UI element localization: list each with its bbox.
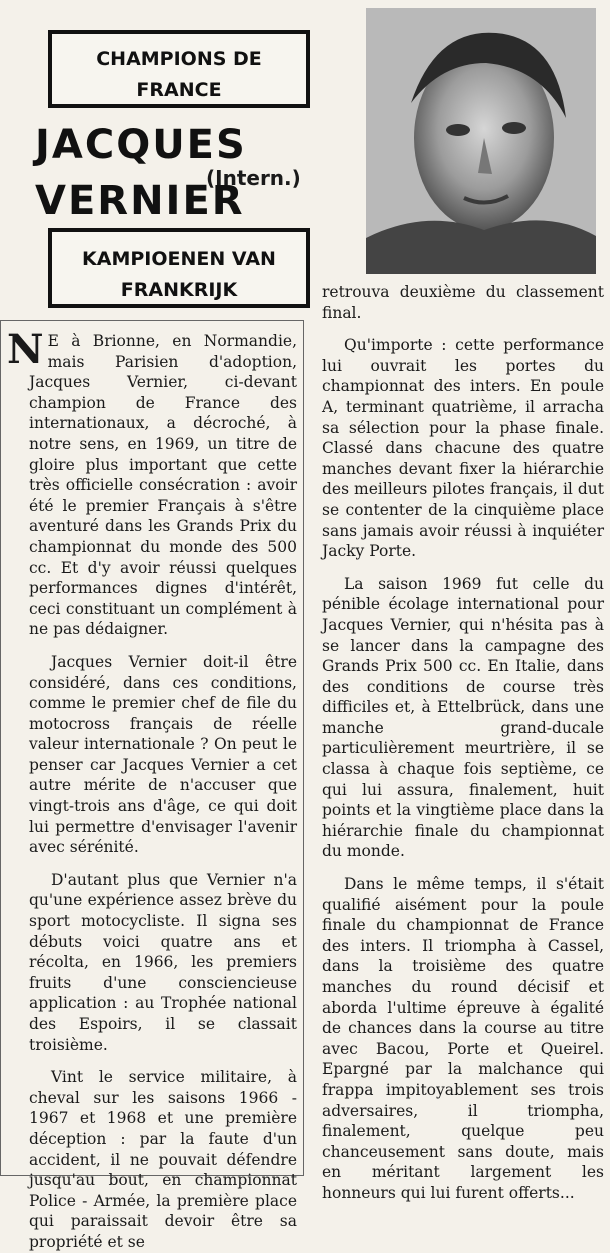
portrait-image (366, 8, 596, 274)
french-title-line1: CHAMPIONS DE (96, 48, 262, 70)
dutch-title-line1: KAMPIOENEN VAN (82, 248, 276, 270)
paragraph-3: D'autant plus que Vernier n'a qu'une expérience assez brève du sport motocycliste. Il signa ses débuts voici quatre ans et récolta, en 1966, les premiers fruits d'une consciencieuse application : au Trophée national des Espoirs, il se classait troisième. (29, 870, 297, 1054)
paragraph-5: retrouva deuxième du classement final. (322, 283, 604, 322)
dutch-title-line2: FRANKRIJK (120, 279, 238, 301)
french-title-box (48, 30, 310, 108)
paragraph-6: Qu'importe : cette performance lui ouvrait les portes du championnat des inters. En poule A, terminant quatrième, il arracha sa sélection pour la phase finale. Classé dans chacune des quatre manches devant fixer la hiérarchie des meilleurs pilotes français, il dut se contenter de la cinquième place sans jamais avoir réussi à inquiéter Jacky Porte. (322, 336, 604, 561)
article-column-right (304, 276, 610, 1202)
article-column-left (0, 320, 304, 1251)
dutch-title-box (48, 228, 310, 308)
paragraph-7: La saison 1969 fut celle du pénible écolage international pour Jacques Vernier, qui n'hésita pas à se lancer dans la campagne des Grands Prix 500 cc. En Italie, dans des conditions de course très difficiles et, à Ettelbrück, dans une manche grand-ducale particulièrement meurtrière, il se classa à chaque fois septième, ce qui lui assura, finalement, huit points et la vingtième place dans la hiérarchie finale du championnat du monde. (322, 574, 604, 861)
rider-portrait-photo (366, 8, 596, 274)
rider-last-name: VERNIER (35, 178, 245, 224)
paragraph-1-text: E à Brionne, en Normandie, mais Parisien d'adoption, Jacques Vernier, ci-devant champion de France des internationaux, a décroché, à notre sens, en 1969, un titre de gloire plus important que cette très officielle consécration : avoir été le premier Français à s'être aventuré dans les Grands Prix du championnat du monde des 500 cc. Et d'y avoir réussi quelques performances dignes d'intérêt, ceci constituant un complément à ne pas dédaigner. (29, 332, 297, 639)
rider-first-name: JACQUES (35, 122, 247, 168)
paragraph-2: Jacques Vernier doit-il être considéré, dans ces conditions, comme le premier chef de file du motocross français de réelle valeur internationale ? On peut le penser car Jacques Vernier a cet autre mérite de n'accuser que vingt-trois ans d'âge, ce qui doit lui permettre d'envisager l'avenir avec sérénité. (29, 652, 297, 857)
french-title-line2: FRANCE (136, 79, 222, 101)
category-label: (Intern.) (206, 166, 301, 190)
dropcap: N (7, 326, 44, 373)
paragraph-4: Vint le service militaire, à cheval sur les saisons 1966 - 1967 et 1968 et une première déception : par la faute d'un accident, il ne pouvait défendre jusqu'au bout, en championnat Police - Armée, la première place qui paraissait devoir être sa propriété et se (29, 1068, 297, 1251)
paragraph-1 (7, 326, 297, 640)
paragraph-8: Dans le même temps, il s'était qualifié aisément pour la poule finale du championnat de France des inters. Il triompha à Cassel, dans la troisième des quatre manches du round décisif et aborda l'ultime épreuve à égalité de chances dans la course au titre avec Bacou, Porte et Queirel. Epargné par la malchance qui frappa impitoyablement ses trois adversaires, il triompha, finalement, quelque peu chanceusement sans doute, mais en méritant largement les honneurs qui lui furent offerts... (322, 875, 604, 1202)
